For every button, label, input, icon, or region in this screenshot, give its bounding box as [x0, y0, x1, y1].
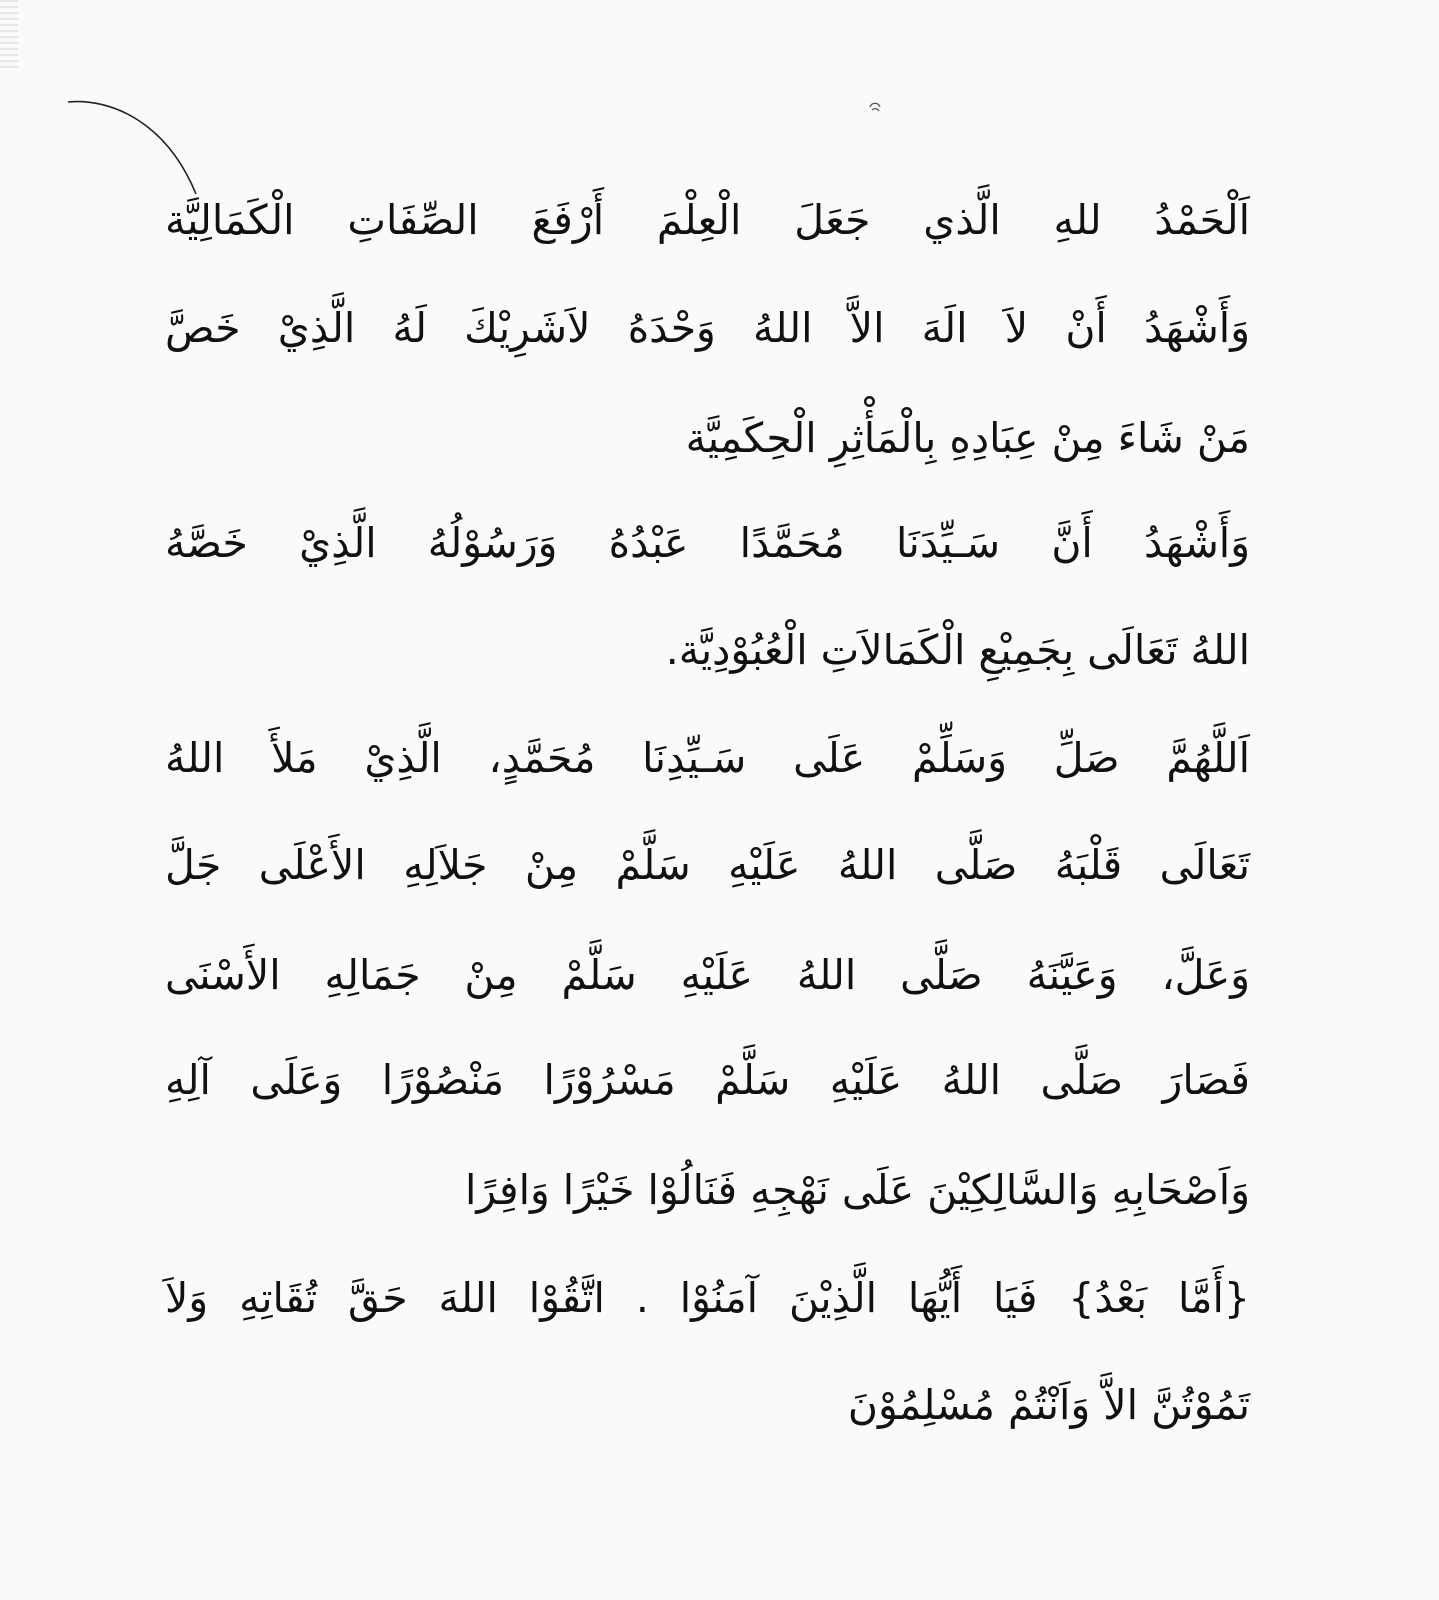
text-line-7: تَعَالَى قَلْبَهُ صَلَّى اللهُ عَلَيْهِ سَلَّمْ مِنْ جَلاَلِهِ الأَعْلَى جَلَّ	[165, 841, 1250, 889]
text-line-11: {أَمَّا بَعْدُ} فَيَا أَيُّهَا الَّذِيْنَ آمَنُوْا . اتَّقُوْا اللهَ حَقَّ تُقَاتِهِ وَلاَ	[165, 1274, 1250, 1322]
text-line-6: اَللَّهُمَّ صَلِّ وَسَلِّمْ عَلَى سَـيِّدِنَا مُحَمَّدٍ، الَّذِيْ مَلأَ اللهُ	[165, 734, 1250, 782]
text-line-1: اَلْحَمْدُ للهِ الَّذي جَعَلَ الْعِلْمَ أَرْفَعَ الصِّفَاتِ الْكَمَالِيَّة	[165, 196, 1250, 244]
text-line-9: فَصَارَ صَلَّى اللهُ عَلَيْهِ سَلَّمْ مَسْرُوْرًا مَنْصُوْرًا وَعَلَى آلِهِ	[165, 1056, 1250, 1104]
small-ink-mark	[868, 100, 882, 114]
arabic-text-block	[165, 180, 1250, 1480]
scan-edge-speckle	[0, 0, 18, 70]
text-line-12: تَمُوْتُنَّ الاَّ وَاَنْتُمْ مُسْلِمُوْنَ	[847, 1381, 1250, 1429]
text-line-4: وَأَشْهَدُ أَنَّ سَـيِّدَنَا مُحَمَّدًا عَبْدُهُ وَرَسُوْلُهُ الَّذِيْ خَصَّهُ	[165, 519, 1250, 567]
text-line-8: وَعَلَّ، وَعَيَّنَهُ صَلَّى اللهُ عَلَيْهِ سَلَّمْ مِنْ جَمَالِهِ الأَسْنَى	[165, 951, 1250, 999]
text-line-10: وَاَصْحَابِهِ وَالسَّالِكِيْنَ عَلَى نَهْجِهِ فَنَالُوْا خَيْرًا وَافِرًا	[464, 1166, 1250, 1214]
text-line-5: اللهُ تَعَالَى بِجَمِيْعِ الْكَمَالاَتِ الْعُبُوْدِيَّة.	[665, 626, 1250, 674]
text-line-2: وَأَشْهَدُ أَنْ لاَ الَهَ الاَّ اللهُ وَحْدَهُ لاَشَرِيْكَ لَهُ الَّذِيْ خَصَّ	[165, 304, 1250, 352]
text-line-3: مَنْ شَاءَ مِنْ عِبَادِهِ بِالْمَأْثِرِ الْحِكَمِيَّة	[685, 414, 1250, 462]
